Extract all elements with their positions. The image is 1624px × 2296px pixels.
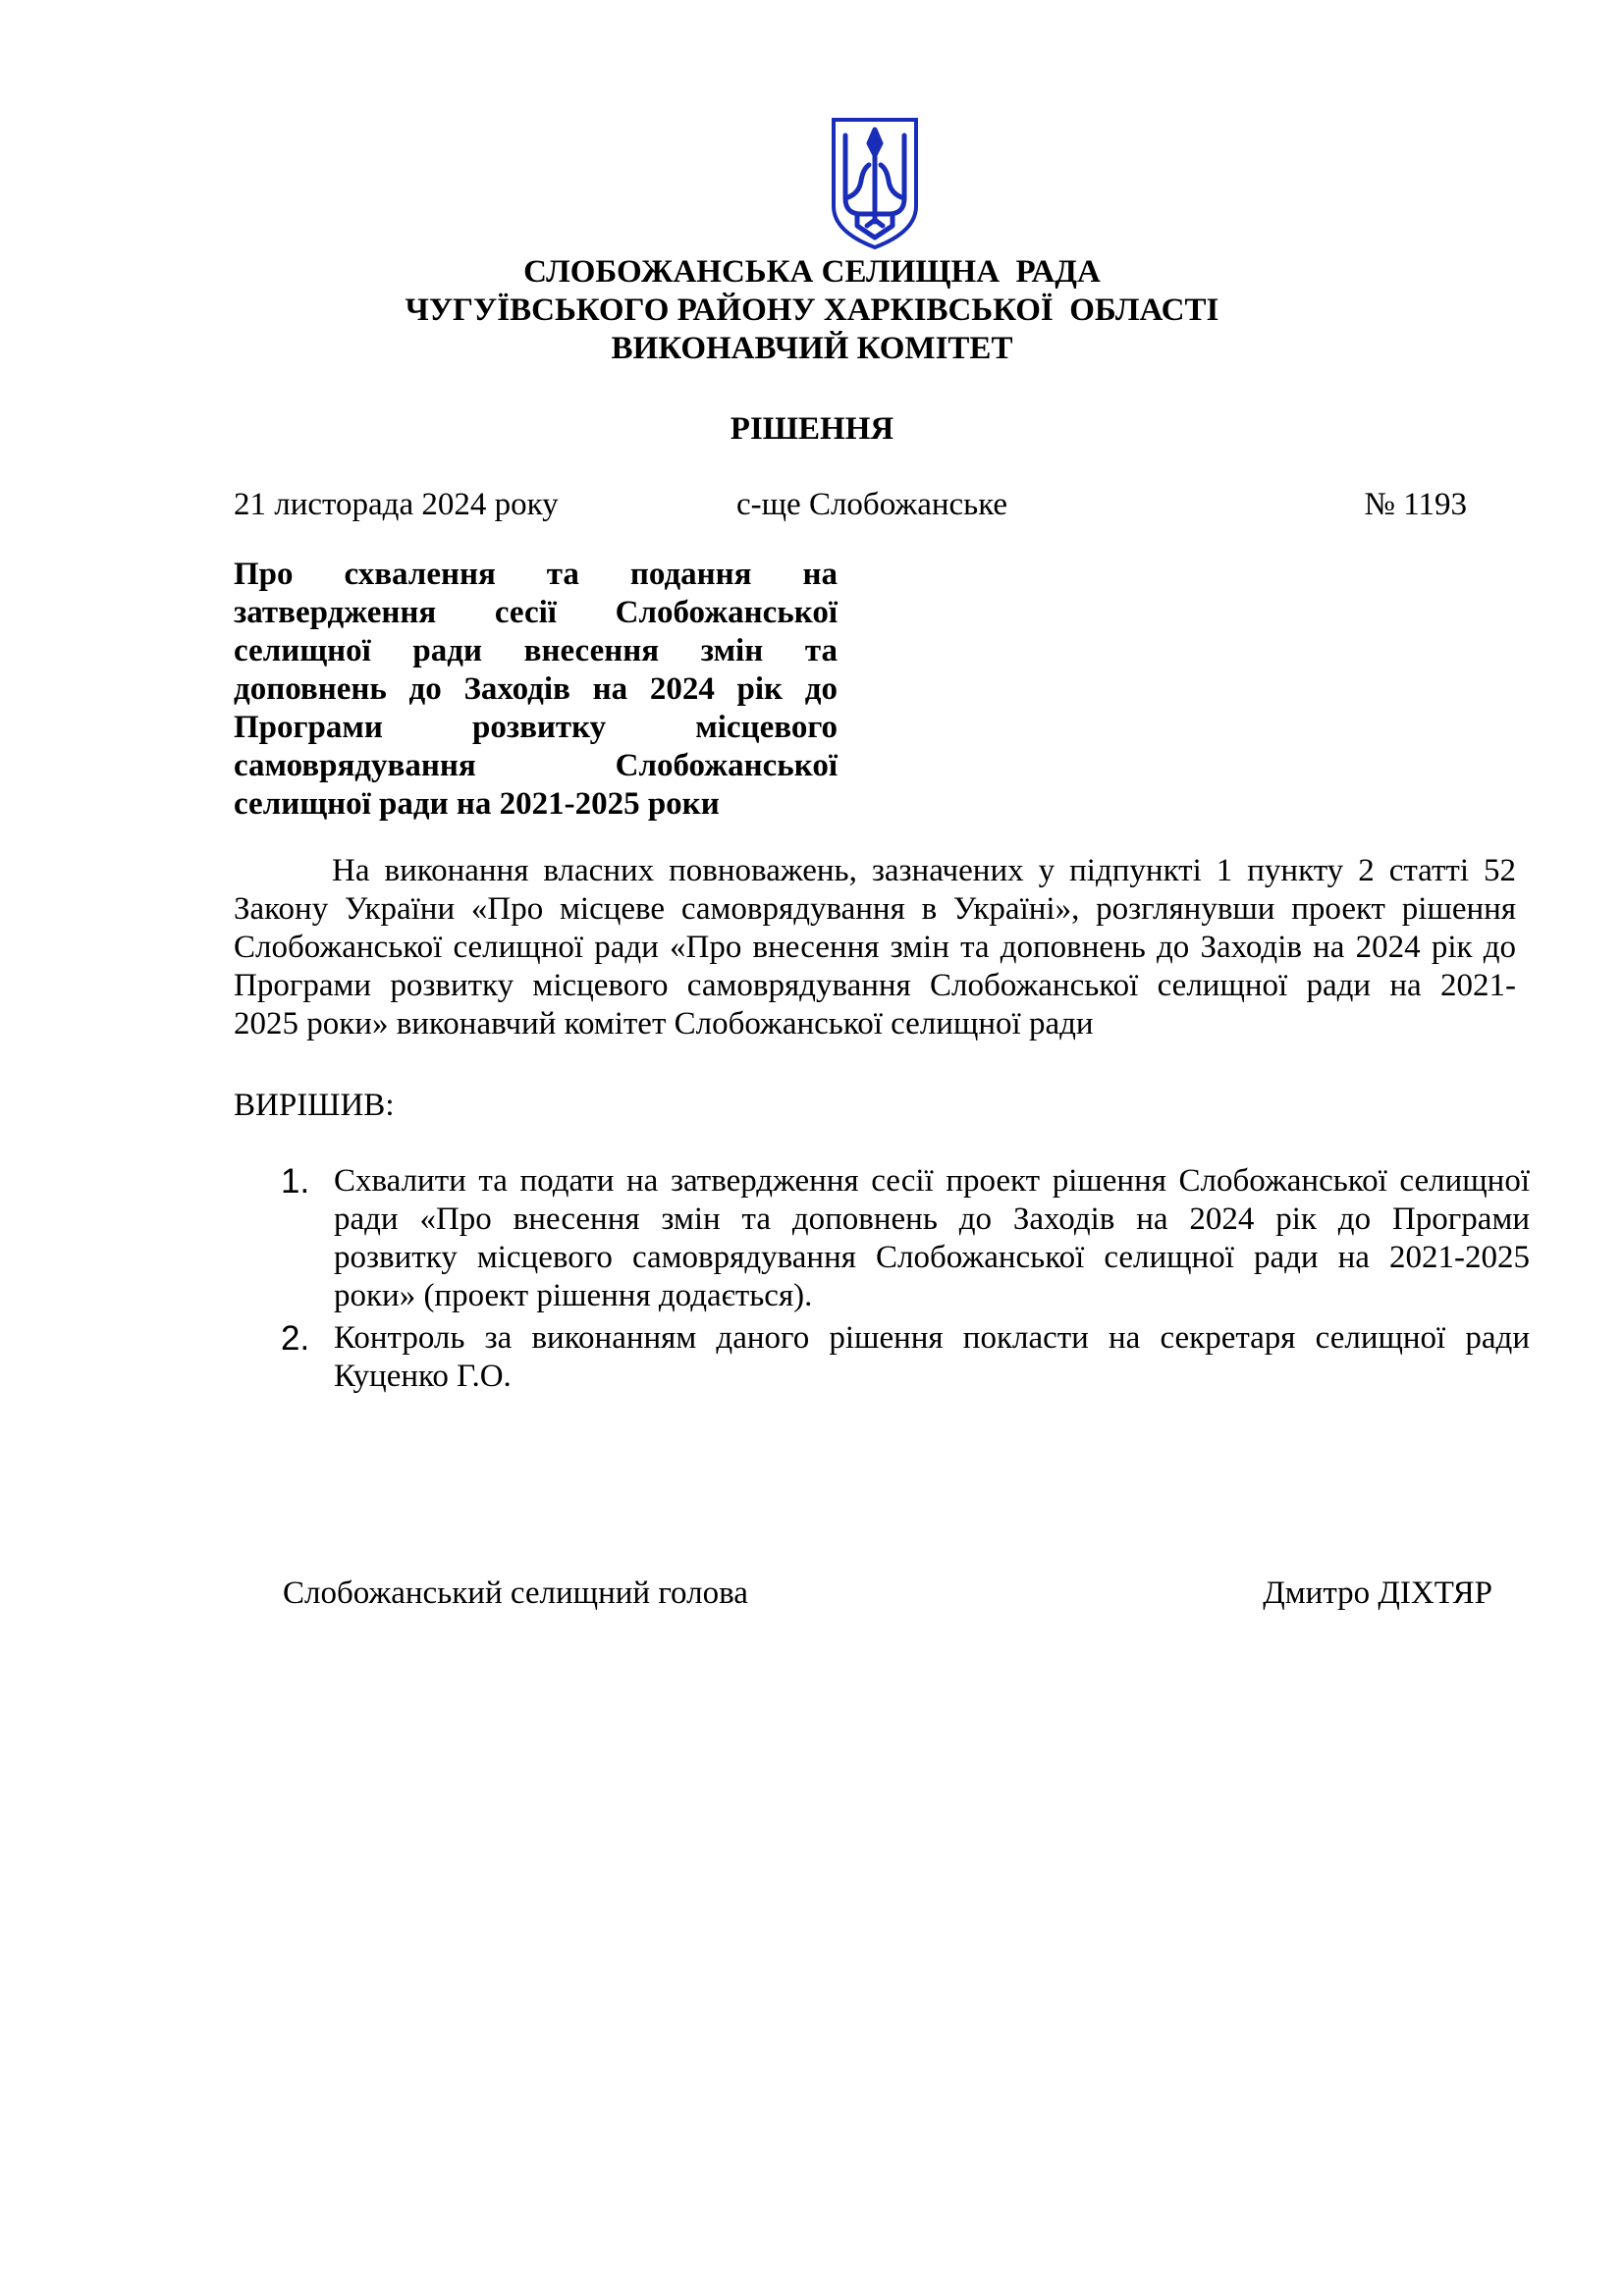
subject-line: Про схвалення та подання на [234, 557, 838, 592]
document-place: с-ще Слобожанське [736, 487, 1008, 522]
document-date: 21 листорада 2024 року [234, 487, 559, 522]
decision-number: 2. [281, 1319, 310, 1358]
decision-line: Схвалити та подати на затвердження сесії проект рішення Слобожанської селищної [334, 1163, 1530, 1199]
decision-line: розвитку місцевого самоврядування Слобожанської селищної ради на 2021-2025 [334, 1240, 1530, 1275]
issuer-committee: ВИКОНАВЧИЙ КОМІТЕТ [611, 331, 1013, 366]
preamble-line: Закону України «Про місцеве самоврядування в Україні», розглянувши проект рішення [234, 891, 1516, 927]
preamble-line: Слобожанської селищної ради «Про внесення змін та доповнень до Заходів на 2024 рік до [234, 930, 1516, 965]
document-meta-row [0, 485, 1624, 524]
decision-line: роки» (проект рішення додається). [334, 1278, 813, 1313]
decision-line: ради «Про внесення змін та доповнень до Заходів на 2024 рік до Програми [334, 1201, 1530, 1237]
issuer-council-name: СЛОБОЖАНСЬКА СЕЛИЩНА РАДА [523, 254, 1101, 290]
trident-coat-of-arms-icon [830, 116, 920, 250]
preamble-paragraph [234, 852, 1516, 1043]
subject-line: Програми розвитку місцевого [234, 710, 838, 745]
issuer-header [0, 253, 1624, 368]
decision-item [234, 1319, 1530, 1396]
decision-line: Куценко Г.О. [334, 1359, 512, 1394]
preamble-line: На виконання власних повноважень, зазначених у підпункті 1 пункту 2 статті 52 [332, 853, 1516, 888]
issuer-district: ЧУГУЇВСЬКОГО РАЙОНУ ХАРКІВСЬКОЇ ОБЛАСТІ [405, 293, 1219, 328]
preamble-line: Програми розвитку місцевого самоврядування Слобожанської селищної ради на 2021- [234, 968, 1516, 1003]
document-subject [234, 556, 838, 824]
signatory-position: Слобожанський селищний голова [283, 1575, 748, 1611]
document-number: № 1193 [1364, 487, 1467, 522]
preamble-line: 2025 роки» виконавчий комітет Слобожанської селищної ради [234, 1006, 1094, 1041]
resolved-label: ВИРІШИВ: [234, 1088, 395, 1123]
document-type-title: РІШЕННЯ [730, 411, 894, 447]
signatory-name: Дмитро ДІХТЯР [1263, 1575, 1492, 1611]
subject-line: селищної ради на 2021-2025 роки [234, 786, 720, 822]
decisions-list [234, 1162, 1530, 1400]
subject-line: селищної ради внесення змін та [234, 633, 838, 668]
decision-line: Контроль за виконанням даного рішення покласти на секретаря селищної ради [334, 1320, 1530, 1356]
decision-number: 1. [281, 1162, 310, 1201]
subject-line: затвердження сесії Слобожанської [234, 595, 838, 630]
subject-line: доповнень до Заходів на 2024 рік до [234, 671, 838, 707]
decision-item [234, 1162, 1530, 1315]
subject-line: самоврядування Слобожанської [234, 748, 838, 783]
